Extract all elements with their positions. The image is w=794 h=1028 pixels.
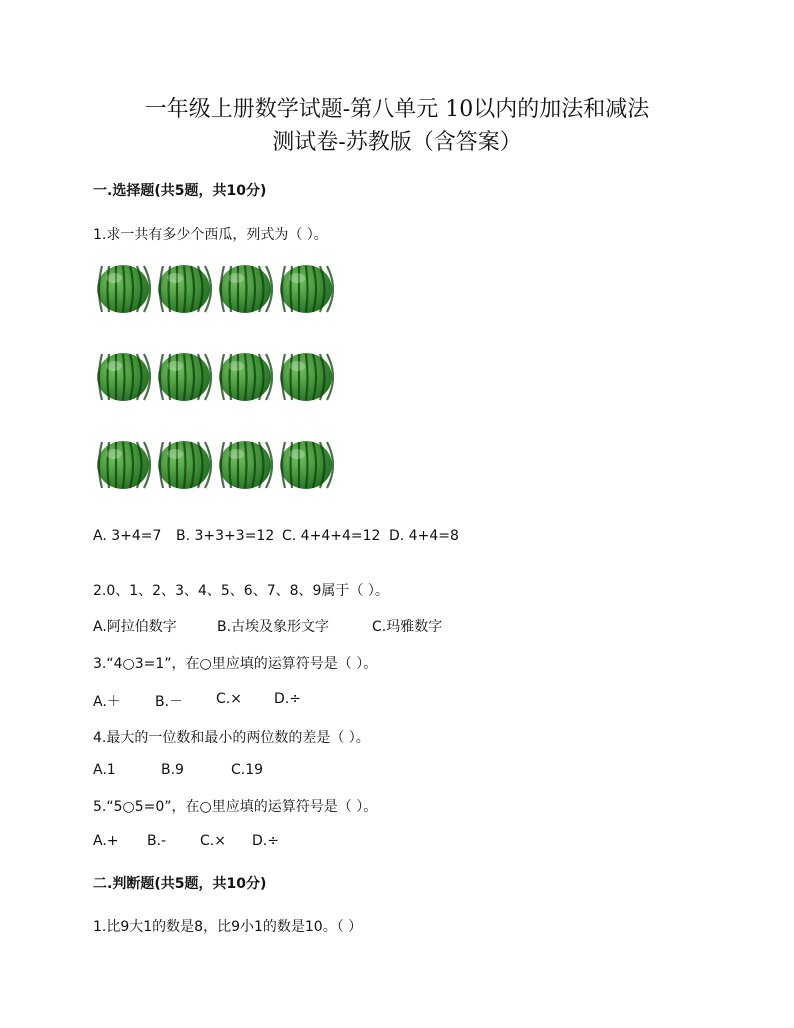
question-1-option-d[interactable]: D. 4+4=8 bbox=[389, 528, 459, 544]
question-2-option-c[interactable]: C.玛雅数字 bbox=[372, 619, 443, 635]
section-heading-judgement: 二.判断题(共5题，共10分) bbox=[93, 876, 267, 892]
question-1-option-c[interactable]: C. 4+4+4=12 bbox=[282, 528, 381, 544]
section-heading-choice: 一.选择题(共5题，共10分) bbox=[93, 183, 267, 199]
question-5-option-d[interactable]: D.÷ bbox=[252, 833, 279, 849]
watermelon-icon bbox=[217, 350, 273, 402]
question-2-option-b[interactable]: B.古埃及象形文字 bbox=[217, 619, 330, 635]
watermelon-icon bbox=[217, 262, 273, 314]
watermelon-icon bbox=[217, 438, 273, 490]
document-title-line-2: 测试卷-苏教版（含答案） bbox=[272, 130, 522, 155]
question-5-text: 5.“5○5=0”，在○里应填的运算符号是（ ）。 bbox=[93, 799, 378, 815]
question-4-option-a[interactable]: A.1 bbox=[93, 762, 116, 778]
question-3-text: 3.“4○3=1”，在○里应填的运算符号是（ ）。 bbox=[93, 656, 378, 672]
watermelon-picture bbox=[95, 262, 345, 497]
question-3-option-b[interactable]: B.－ bbox=[155, 694, 184, 710]
question-2-text: 2.0、1、2、3、4、5、6、7、8、9属于（ ）。 bbox=[93, 583, 389, 599]
question-4-option-b[interactable]: B.9 bbox=[161, 762, 184, 778]
question-1-option-a[interactable]: A. 3+4=7 bbox=[93, 528, 162, 544]
question-3-option-c[interactable]: C.× bbox=[216, 691, 242, 707]
question-4-text: 4.最大的一位数和最小的两位数的差是（ ）。 bbox=[93, 730, 370, 746]
watermelon-icon bbox=[95, 438, 151, 490]
watermelon-icon bbox=[95, 262, 151, 314]
question-5-option-c[interactable]: C.× bbox=[200, 833, 226, 849]
question-5-option-b[interactable]: B.- bbox=[147, 833, 167, 849]
question-3-option-a[interactable]: A.＋ bbox=[93, 694, 121, 710]
question-5-option-a[interactable]: A.+ bbox=[93, 833, 119, 849]
watermelon-icon bbox=[278, 350, 334, 402]
watermelon-icon bbox=[278, 438, 334, 490]
watermelon-icon bbox=[95, 350, 151, 402]
watermelon-icon bbox=[156, 350, 212, 402]
watermelon-icon bbox=[156, 262, 212, 314]
question-1-option-b[interactable]: B. 3+3+3=12 bbox=[176, 528, 275, 544]
judgement-question-1-text: 1.比9大1的数是8，比9小1的数是10。（ ） bbox=[93, 919, 363, 935]
question-4-option-c[interactable]: C.19 bbox=[231, 762, 264, 778]
watermelon-icon bbox=[278, 262, 334, 314]
question-3-option-d[interactable]: D.÷ bbox=[274, 691, 301, 707]
watermelon-icon bbox=[156, 438, 212, 490]
question-2-option-a[interactable]: A.阿拉伯数字 bbox=[93, 619, 177, 635]
question-1-text: 1.求一共有多少个西瓜，列式为（ ）。 bbox=[93, 227, 328, 243]
document-title-line-1: 一年级上册数学试题-第八单元 10以内的加法和减法 bbox=[144, 97, 650, 122]
